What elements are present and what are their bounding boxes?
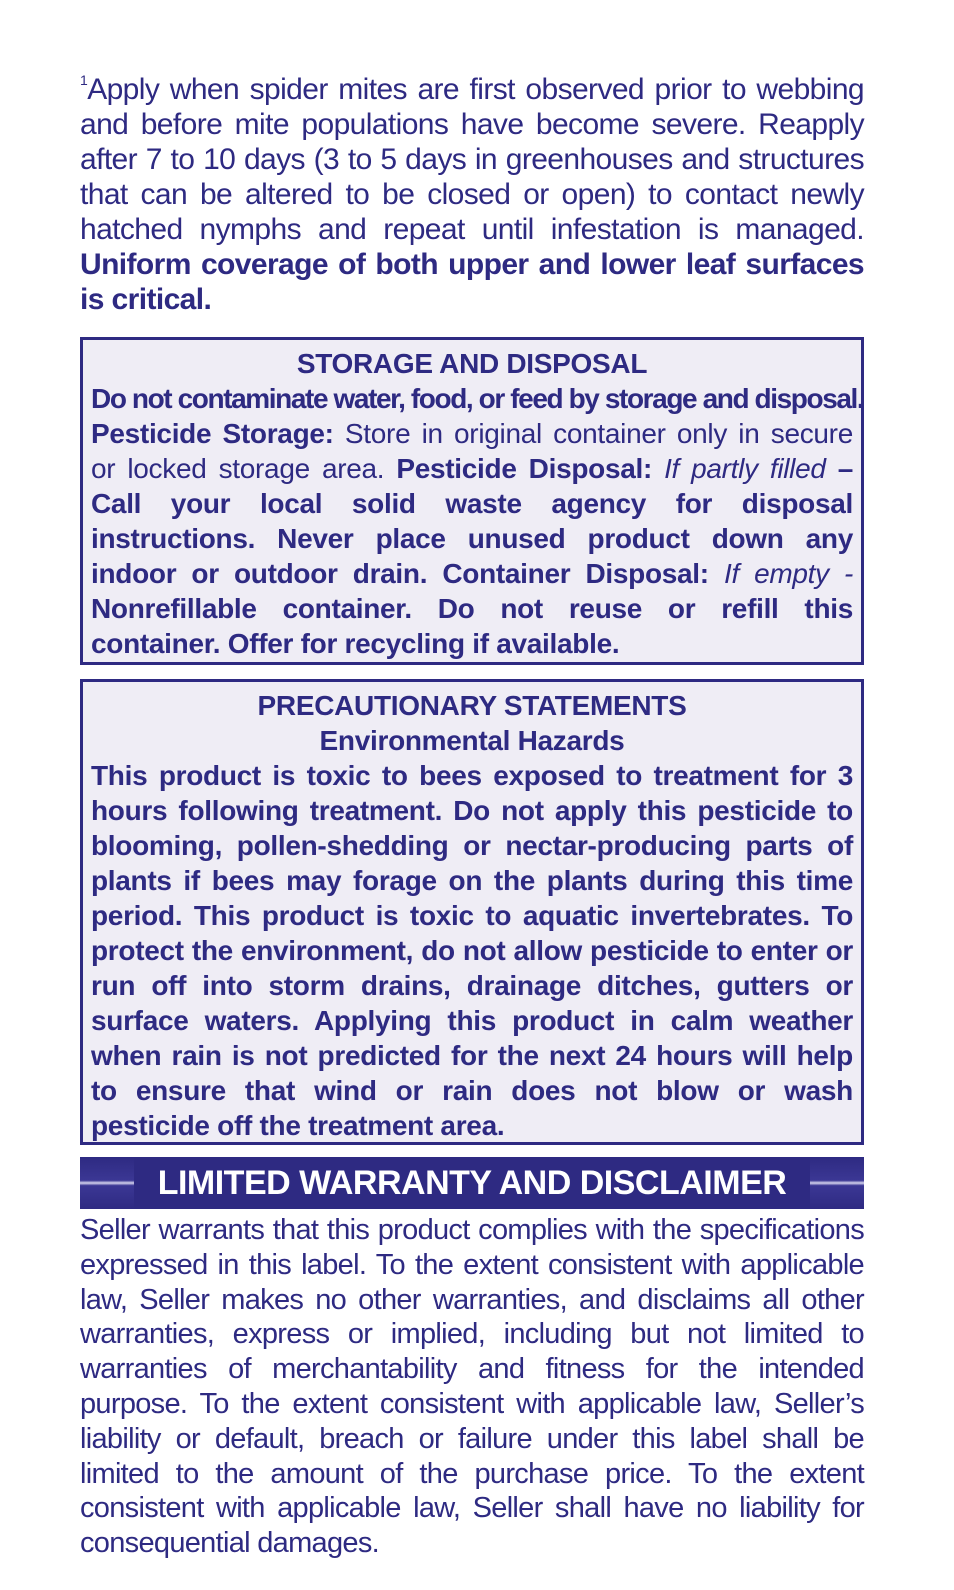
footnote-bold-text: Uniform coverage of both upper and lower leaf surfaces is critical. <box>80 248 864 316</box>
container-disposal-text: Nonrefillable container. Do not reuse or refill this container. Offer for recycling if available. <box>91 593 853 659</box>
container-disposal-label: Container Disposal: <box>442 558 709 589</box>
label-page <box>80 72 864 1561</box>
application-footnote <box>80 72 864 317</box>
environmental-hazards-subheading: Environmental Hazards <box>319 725 625 756</box>
warranty-text: Seller warrants that this product complies with the specifications expressed in this label. To the extent consistent with applicable law, Seller makes no other warranties, and disclaims all other warranties, express or implied, including but not limited to warranties of merchantability and fitness for the intended purpose. To the extent consistent with applicable law, Seller’s liability or default, breach or failure under this label shall be limited to the amount of the purchase price. To the extent consistent with applicable law, Seller shall have no liability for consequential damages. <box>80 1214 864 1560</box>
pesticide-storage-label: Pesticide Storage: <box>91 418 334 449</box>
storage-and-disposal-box <box>80 337 864 665</box>
pesticide-disposal-condition: If partly filled <box>664 453 826 484</box>
precaution-text: This product is toxic to bees exposed to treatment for 3 hours following treatment. Do not apply this pesticide to blooming, pollen-shedding or nectar-producing parts of plants if bees may forage on the plants during this time period. This product is toxic to aquatic invertebrates. To protect the environment, do not allow pesticide to enter or run off into storm drains, drainage ditches, gutters or surface waters. Applying this product in calm weather when rain is not predicted for the next 24 hours will help to ensure that wind or rain does not blow or wash pesticide off the treatment area. <box>91 760 853 1141</box>
warranty-banner <box>80 1157 864 1209</box>
pesticide-disposal-text: – Call your local solid waste agency for disposal instructions. Never place unused product down any indoor or outdoor drain. <box>91 453 853 589</box>
footnote-marker: 1 <box>80 72 88 88</box>
precaution-heading: PRECAUTIONARY STATEMENTS <box>257 690 687 721</box>
pesticide-storage-text: Store in original container only in secure or locked storage area. <box>91 418 853 484</box>
pesticide-disposal-label: Pesticide Disposal: <box>396 453 652 484</box>
precautionary-statements-box <box>80 679 864 1145</box>
warranty-title: LIMITED WARRANTY AND DISCLAIMER <box>134 1157 810 1209</box>
storage-intro: Do not contaminate water, food, or feed by storage and disposal. <box>91 383 864 414</box>
container-disposal-condition: If empty - <box>723 558 853 589</box>
storage-body <box>91 416 853 661</box>
storage-heading: STORAGE AND DISPOSAL <box>296 348 648 379</box>
footnote-text: Apply when spider mites are first observed prior to webbing and before mite populations have become severe. Reapply after 7 to 10 days (3 to 5 days in greenhouses and structures that can be altered to be closed or open) to contact newly hatched nymphs and repeat until infestation is managed. <box>80 73 864 246</box>
